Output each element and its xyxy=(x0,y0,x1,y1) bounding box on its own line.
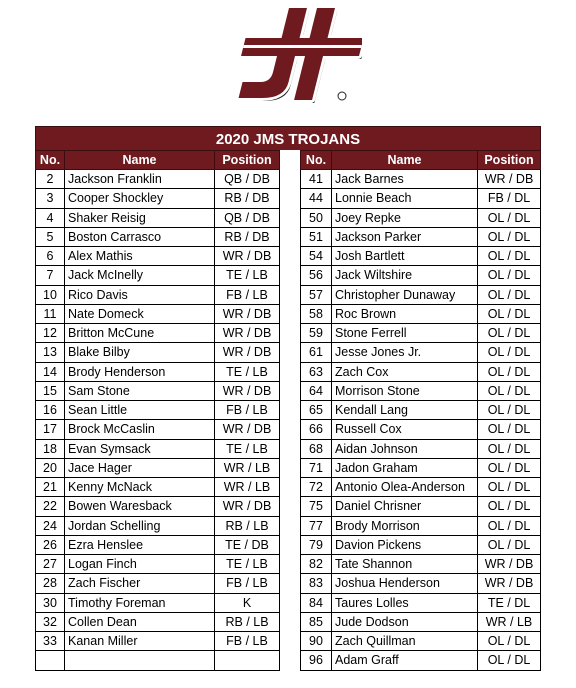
table-row xyxy=(301,189,541,208)
table-row xyxy=(301,227,541,246)
player-number: 16 xyxy=(36,401,65,420)
table-row xyxy=(301,304,541,323)
table-row xyxy=(301,439,541,458)
table-row xyxy=(301,497,541,516)
table-row xyxy=(301,266,541,285)
player-number: 14 xyxy=(36,362,65,381)
player-name: Jackson Parker xyxy=(332,227,478,246)
player-number: 51 xyxy=(301,227,332,246)
player-name: Sean Little xyxy=(65,401,215,420)
player-number: 96 xyxy=(301,651,332,670)
player-name: Joey Repke xyxy=(332,208,478,227)
player-number: 54 xyxy=(301,247,332,266)
player-position: OL / DL xyxy=(478,458,541,477)
player-number: 28 xyxy=(36,574,65,593)
player-position: WR / DB xyxy=(215,420,280,439)
player-name: Stone Ferrell xyxy=(332,324,478,343)
player-number: 77 xyxy=(301,516,332,535)
table-row xyxy=(36,227,280,246)
player-position: OL / DL xyxy=(478,362,541,381)
player-number: 50 xyxy=(301,208,332,227)
player-position: TE / LB xyxy=(215,266,280,285)
table-row xyxy=(301,458,541,477)
trojans-logo xyxy=(232,4,362,108)
player-position: OL / DL xyxy=(478,516,541,535)
player-name: Zach Fischer xyxy=(65,574,215,593)
player-number: 65 xyxy=(301,401,332,420)
player-number: 64 xyxy=(301,381,332,400)
player-number: 83 xyxy=(301,574,332,593)
player-number xyxy=(36,651,65,670)
player-name: Logan Finch xyxy=(65,555,215,574)
roster-title: 2020 JMS TROJANS xyxy=(35,126,541,150)
player-name: Josh Bartlett xyxy=(332,247,478,266)
player-name: Jadon Graham xyxy=(332,458,478,477)
player-position: FB / LB xyxy=(215,285,280,304)
player-name: Russell Cox xyxy=(332,420,478,439)
player-number: 32 xyxy=(36,612,65,631)
table-row xyxy=(36,458,280,477)
player-name: Ezra Henslee xyxy=(65,535,215,554)
player-name: Daniel Chrisner xyxy=(332,497,478,516)
player-name: Jude Dodson xyxy=(332,612,478,631)
player-name: Christopher Dunaway xyxy=(332,285,478,304)
player-position: WR / DB xyxy=(478,170,541,189)
player-name: Brody Henderson xyxy=(65,362,215,381)
table-row xyxy=(36,497,280,516)
player-name: Kendall Lang xyxy=(332,401,478,420)
table-row xyxy=(36,247,280,266)
player-name: Bowen Waresback xyxy=(65,497,215,516)
table-row xyxy=(36,208,280,227)
player-number: 21 xyxy=(36,478,65,497)
player-number: 22 xyxy=(36,497,65,516)
player-number: 90 xyxy=(301,632,332,651)
player-number: 85 xyxy=(301,612,332,631)
player-position: FB / LB xyxy=(215,401,280,420)
player-name: Taures Lolles xyxy=(332,593,478,612)
player-name: Lonnie Beach xyxy=(332,189,478,208)
player-position: FB / LB xyxy=(215,632,280,651)
player-position: WR / DB xyxy=(215,304,280,323)
table-row xyxy=(301,247,541,266)
player-position: WR / DB xyxy=(215,247,280,266)
player-position: TE / DL xyxy=(478,593,541,612)
player-position: QB / DB xyxy=(215,170,280,189)
player-number: 4 xyxy=(36,208,65,227)
table-row xyxy=(301,555,541,574)
player-name: Brock McCaslin xyxy=(65,420,215,439)
table-row xyxy=(36,401,280,420)
player-position: FB / DL xyxy=(478,189,541,208)
player-number: 79 xyxy=(301,535,332,554)
table-row xyxy=(36,285,280,304)
player-position: WR / LB xyxy=(215,478,280,497)
header-name: Name xyxy=(332,151,478,170)
player-position: OL / DL xyxy=(478,420,541,439)
player-position: RB / LB xyxy=(215,612,280,631)
jt-logo-icon xyxy=(232,4,362,108)
table-row xyxy=(36,189,280,208)
player-position: K xyxy=(215,593,280,612)
player-name: Sam Stone xyxy=(65,381,215,400)
player-position: WR / DB xyxy=(478,555,541,574)
player-name: Jackson Franklin xyxy=(65,170,215,189)
player-position: OL / DL xyxy=(478,208,541,227)
player-number: 2 xyxy=(36,170,65,189)
table-row xyxy=(301,343,541,362)
table-row xyxy=(301,208,541,227)
player-position: OL / DL xyxy=(478,478,541,497)
player-position: OL / DL xyxy=(478,227,541,246)
player-number: 61 xyxy=(301,343,332,362)
player-name: Roc Brown xyxy=(332,304,478,323)
player-name: Davion Pickens xyxy=(332,535,478,554)
player-name: Joshua Henderson xyxy=(332,574,478,593)
player-name: Nate Domeck xyxy=(65,304,215,323)
player-name: Timothy Foreman xyxy=(65,593,215,612)
player-number: 33 xyxy=(36,632,65,651)
player-position: OL / DL xyxy=(478,651,541,670)
player-number: 13 xyxy=(36,343,65,362)
table-row xyxy=(301,612,541,631)
player-number: 10 xyxy=(36,285,65,304)
table-row xyxy=(36,170,280,189)
player-position: WR / DB xyxy=(215,381,280,400)
player-name: Rico Davis xyxy=(65,285,215,304)
table-row xyxy=(301,324,541,343)
player-position: WR / DB xyxy=(478,574,541,593)
table-row xyxy=(301,574,541,593)
player-position: OL / DL xyxy=(478,632,541,651)
player-name: Jack Wiltshire xyxy=(332,266,478,285)
table-row xyxy=(36,324,280,343)
table-row xyxy=(301,632,541,651)
player-name: Blake Bilby xyxy=(65,343,215,362)
player-number: 5 xyxy=(36,227,65,246)
player-name: Zach Quillman xyxy=(332,632,478,651)
player-name: Alex Mathis xyxy=(65,247,215,266)
player-position: OL / DL xyxy=(478,343,541,362)
player-name: Boston Carrasco xyxy=(65,227,215,246)
player-number: 63 xyxy=(301,362,332,381)
player-number: 68 xyxy=(301,439,332,458)
roster-table xyxy=(35,126,541,671)
table-row xyxy=(36,593,280,612)
player-name: Shaker Reisig xyxy=(65,208,215,227)
table-row xyxy=(36,574,280,593)
player-position: OL / DL xyxy=(478,304,541,323)
table-row xyxy=(36,651,280,670)
player-name: Kenny McNack xyxy=(65,478,215,497)
player-position: OL / DL xyxy=(478,247,541,266)
player-position: RB / DB xyxy=(215,227,280,246)
table-row xyxy=(36,439,280,458)
player-number: 58 xyxy=(301,304,332,323)
table-row xyxy=(301,381,541,400)
player-name: Jack Barnes xyxy=(332,170,478,189)
player-position: TE / LB xyxy=(215,362,280,381)
player-number: 24 xyxy=(36,516,65,535)
player-name: Antonio Olea-Anderson xyxy=(332,478,478,497)
player-number: 18 xyxy=(36,439,65,458)
player-number: 11 xyxy=(36,304,65,323)
table-row xyxy=(301,285,541,304)
table-row xyxy=(301,170,541,189)
player-position: TE / LB xyxy=(215,439,280,458)
player-number: 3 xyxy=(36,189,65,208)
player-number: 27 xyxy=(36,555,65,574)
player-number: 44 xyxy=(301,189,332,208)
header-position: Position xyxy=(215,151,280,170)
table-row xyxy=(301,420,541,439)
player-number: 57 xyxy=(301,285,332,304)
player-position: TE / DB xyxy=(215,535,280,554)
header-name: Name xyxy=(65,151,215,170)
player-name: Zach Cox xyxy=(332,362,478,381)
player-name: Jordan Schelling xyxy=(65,516,215,535)
player-position: WR / DB xyxy=(215,343,280,362)
player-number: 15 xyxy=(36,381,65,400)
player-position xyxy=(215,651,280,670)
player-number: 17 xyxy=(36,420,65,439)
player-number: 56 xyxy=(301,266,332,285)
player-position: TE / LB xyxy=(215,555,280,574)
player-position: OL / DL xyxy=(478,285,541,304)
roster-right-column xyxy=(300,150,541,671)
player-name: Morrison Stone xyxy=(332,381,478,400)
table-row xyxy=(301,478,541,497)
player-number: 30 xyxy=(36,593,65,612)
player-position: QB / DB xyxy=(215,208,280,227)
player-position: WR / DB xyxy=(215,324,280,343)
player-position: OL / DL xyxy=(478,381,541,400)
player-name xyxy=(65,651,215,670)
player-name: Jack McInelly xyxy=(65,266,215,285)
player-number: 72 xyxy=(301,478,332,497)
roster-left-column xyxy=(35,150,280,671)
table-row xyxy=(36,343,280,362)
player-position: WR / LB xyxy=(215,458,280,477)
player-position: FB / LB xyxy=(215,574,280,593)
player-position: OL / DL xyxy=(478,266,541,285)
table-row xyxy=(301,401,541,420)
table-row xyxy=(301,535,541,554)
player-name: Tate Shannon xyxy=(332,555,478,574)
table-row xyxy=(36,362,280,381)
player-name: Kanan Miller xyxy=(65,632,215,651)
player-position: OL / DL xyxy=(478,535,541,554)
player-position: OL / DL xyxy=(478,497,541,516)
table-row xyxy=(301,362,541,381)
player-name: Jace Hager xyxy=(65,458,215,477)
header-no: No. xyxy=(36,151,65,170)
player-number: 20 xyxy=(36,458,65,477)
table-row xyxy=(301,516,541,535)
table-row xyxy=(36,478,280,497)
player-name: Evan Symsack xyxy=(65,439,215,458)
player-position: OL / DL xyxy=(478,324,541,343)
player-number: 82 xyxy=(301,555,332,574)
table-row xyxy=(36,420,280,439)
player-name: Jesse Jones Jr. xyxy=(332,343,478,362)
player-number: 26 xyxy=(36,535,65,554)
player-name: Britton McCune xyxy=(65,324,215,343)
table-row xyxy=(301,651,541,670)
player-name: Brody Morrison xyxy=(332,516,478,535)
table-row xyxy=(36,516,280,535)
player-number: 6 xyxy=(36,247,65,266)
player-number: 7 xyxy=(36,266,65,285)
table-row xyxy=(36,266,280,285)
player-number: 84 xyxy=(301,593,332,612)
table-row xyxy=(36,632,280,651)
player-name: Collen Dean xyxy=(65,612,215,631)
table-row xyxy=(36,381,280,400)
player-number: 12 xyxy=(36,324,65,343)
table-row xyxy=(36,304,280,323)
player-number: 59 xyxy=(301,324,332,343)
player-number: 75 xyxy=(301,497,332,516)
player-position: RB / DB xyxy=(215,189,280,208)
player-position: RB / LB xyxy=(215,516,280,535)
player-position: OL / DL xyxy=(478,439,541,458)
player-name: Adam Graff xyxy=(332,651,478,670)
player-number: 66 xyxy=(301,420,332,439)
table-row xyxy=(36,535,280,554)
player-position: WR / LB xyxy=(478,612,541,631)
table-row xyxy=(36,612,280,631)
player-position: OL / DL xyxy=(478,401,541,420)
player-name: Aidan Johnson xyxy=(332,439,478,458)
player-position: WR / DB xyxy=(215,497,280,516)
player-number: 41 xyxy=(301,170,332,189)
player-name: Cooper Shockley xyxy=(65,189,215,208)
table-row xyxy=(36,555,280,574)
table-row xyxy=(301,593,541,612)
header-no: No. xyxy=(301,151,332,170)
player-number: 71 xyxy=(301,458,332,477)
header-position: Position xyxy=(478,151,541,170)
